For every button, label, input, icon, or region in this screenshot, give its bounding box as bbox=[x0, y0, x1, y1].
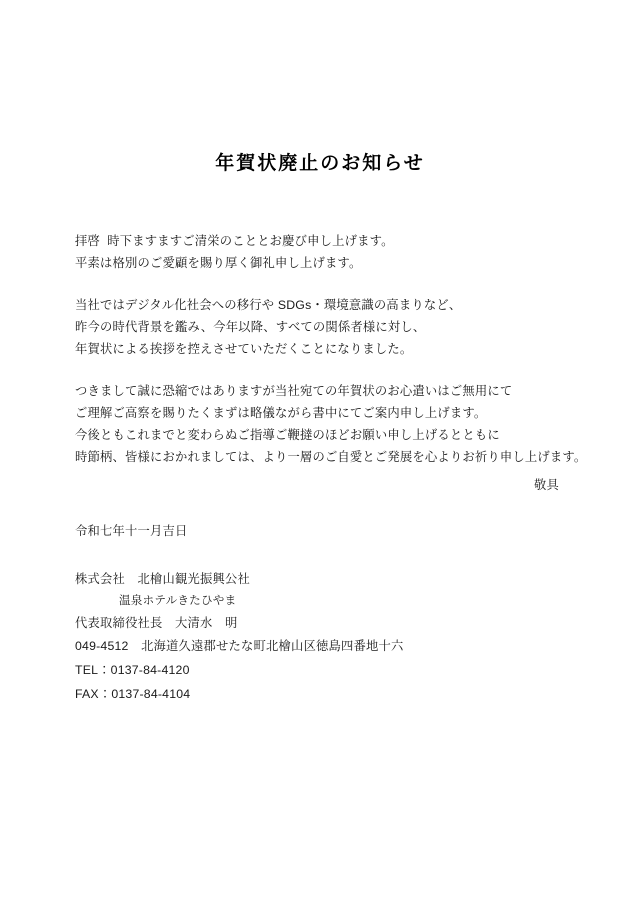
body-paragraph-2 bbox=[75, 380, 587, 468]
body-paragraph-2-line-1: つきまして誠に恐縮ではありますが当社宛ての年賀状のお心遣いはご無用にて bbox=[75, 384, 513, 398]
greeting-line-1: 拝啓 時下ますますご清栄のこととお慶び申し上げます。 bbox=[75, 234, 394, 248]
signature-address: 049-4512 北海道久遠郡せたな町北檜山区徳島四番地十六 bbox=[75, 639, 404, 653]
signature-fax: FAX：0137-84-4104 bbox=[75, 687, 191, 701]
greeting-line-2: 平素は格別のご愛顧を賜り厚く御礼申し上げます。 bbox=[75, 256, 362, 270]
document-date: 令和七年十一月吉日 bbox=[75, 524, 188, 538]
body-paragraph-1 bbox=[75, 294, 565, 360]
signature-facility: 温泉ホテルきたひやま bbox=[119, 594, 237, 607]
body-paragraph-1-line-2: 昨今の時代背景を鑑み、今年以降、すべての関係者様に対し、 bbox=[75, 320, 426, 334]
body-paragraph-1-line-1: 当社ではデジタル化社会への移行や SDGs・環境意識の高まりなど、 bbox=[75, 298, 462, 312]
greeting-paragraph bbox=[75, 230, 565, 274]
body-paragraph-2-line-3: 今後ともこれまでと変わらぬご指導ご鞭撻のほどお願い申し上げるとともに bbox=[75, 428, 500, 442]
signature-tel: TEL：0137-84-4120 bbox=[75, 663, 190, 677]
signature-company: 株式会社 北檜山観光振興公社 bbox=[75, 572, 250, 586]
closing-salutation: 敬具 bbox=[534, 478, 559, 492]
document-body bbox=[75, 230, 587, 706]
body-paragraph-1-line-3: 年賀状による挨拶を控えさせていただくことになりました。 bbox=[75, 342, 413, 356]
body-paragraph-2-line-4: 時節柄、皆様におかれましては、より一層のご自愛とご発展を心よりお祈り申し上げます。 bbox=[75, 450, 587, 464]
page-title: 年賀状廃止のお知らせ bbox=[215, 153, 425, 174]
signature-representative: 代表取締役社長 大清水 明 bbox=[75, 616, 238, 630]
body-paragraph-2-line-2: ご理解ご高察を賜りたくまずは略儀ながら書中にてご案内申し上げます。 bbox=[75, 406, 487, 420]
signature-block bbox=[75, 568, 565, 706]
